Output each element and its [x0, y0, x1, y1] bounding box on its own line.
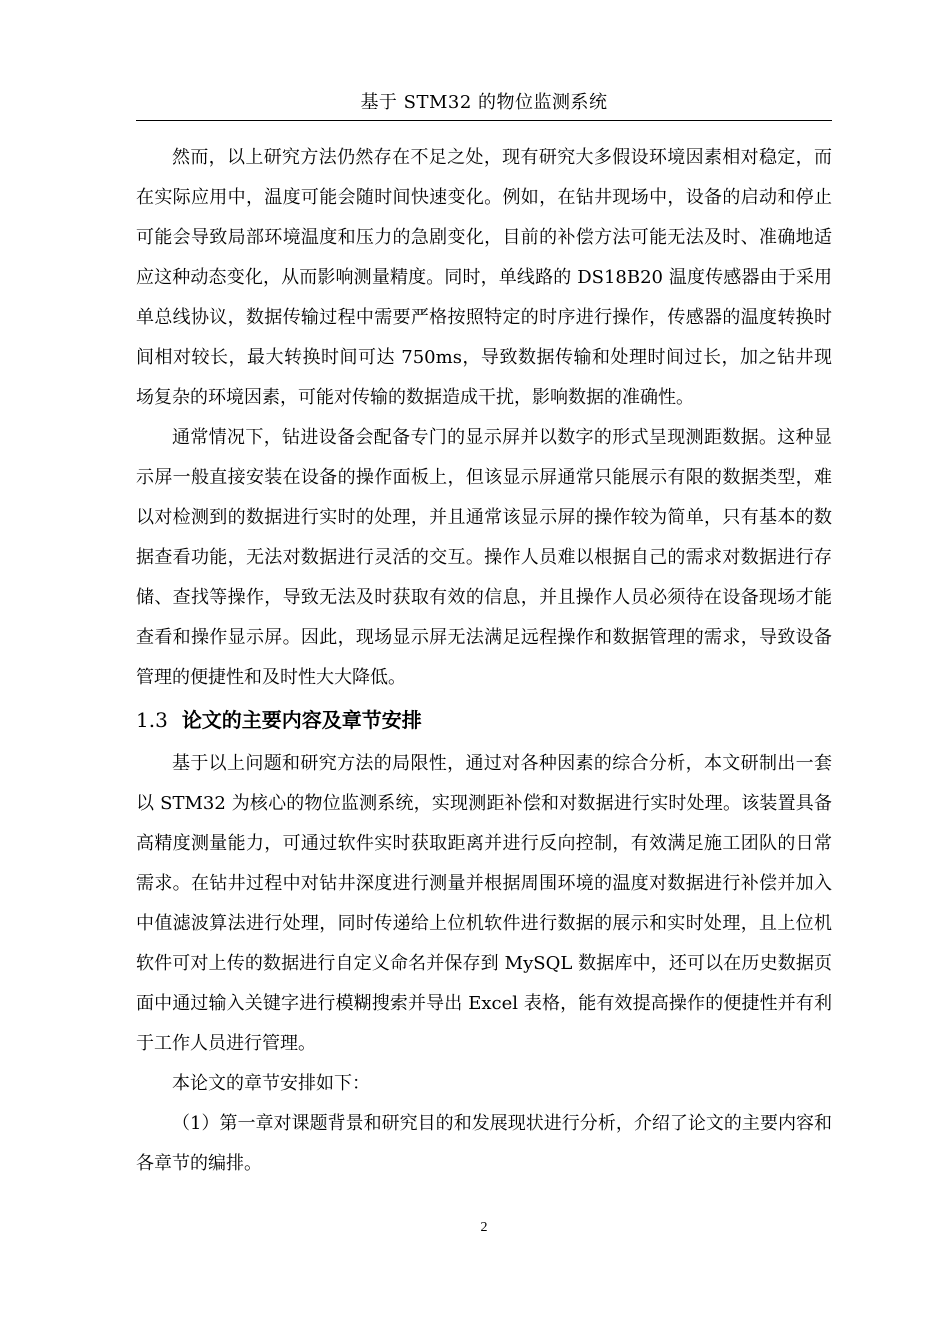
paragraph-chapter-1: （1）第一章对课题背景和研究目的和发展现状进行分析，介绍了论文的主要内容和各章节的编排。 [136, 1113, 832, 1174]
paragraph-limitations: 然而，以上研究方法仍然存在不足之处，现有研究大多假设环境因素相对稳定，而在实际应用中，温度可能会随时间快速变化。例如，在钻井现场中，设备的启动和停止可能会导致局部环境温度和压力的急剧变化，目前的补偿方法可能无法及时、准确地适应这种动态变化，从而影响测量精度。同时，单线路的 DS18B20 温度传感器由于采用单总线协议，数据传输过程中需要严格按照特定的时序进行操作，传感器的温度转换时间相对较长，最大转换时间可达 750ms，导致数据传输和处理时间过长，加之钻井现场复杂的环境因素，可能对传输的数据造成干扰，影响数据的准确性。 [136, 147, 832, 408]
section-number: 1.3 [136, 708, 168, 732]
paragraph-display-screen: 通常情况下，钻进设备会配备专门的显示屏并以数字的形式呈现测距数据。这种显示屏一般直接安装在设备的操作面板上，但该显示屏通常只能展示有限的数据类型，难以对检测到的数据进行实时的处理，并且通常该显示屏的操作较为简单，只有基本的数据查看功能，无法对数据进行灵活的交互。操作人员难以根据自己的需求对数据进行存储、查找等操作，导致无法及时获取有效的信息，并且操作人员必须待在设备现场才能查看和操作显示屏。因此，现场显示屏无法满足远程操作和数据管理的需求，导致设备管理的便捷性和及时性大大降低。 [136, 427, 832, 688]
body-text [136, 138, 832, 1184]
paragraph-chapter-intro: 本论文的章节安排如下： [172, 1073, 370, 1094]
paragraph-system-overview: 基于以上问题和研究方法的局限性，通过对各种因素的综合分析，本文研制出一套以 STM32 为核心的物位监测系统，实现测距补偿和对数据进行实时处理。该装置具备高精度测量能力，可通过软件实时获取距离并进行反向控制，有效满足施工团队的日常需求。在钻井过程中对钻井深度进行测量并根据周围环境的温度对数据进行补偿并加入中值滤波算法进行处理，同时传递给上位机软件进行数据的展示和实时处理，且上位机软件可对上传的数据进行自定义命名并保存到 MySQL 数据库中，还可以在历史数据页面中通过输入关键字进行模糊搜索并导出 Excel 表格，能有效提高操作的便捷性并有利于工作人员进行管理。 [136, 753, 832, 1054]
running-header: 基于 STM32 的物位监测系统 [360, 92, 608, 113]
section-title: 论文的主要内容及章节安排 [181, 708, 422, 732]
header-rule [136, 120, 832, 121]
page-number: 2 [480, 1220, 488, 1235]
section-heading [136, 700, 832, 740]
